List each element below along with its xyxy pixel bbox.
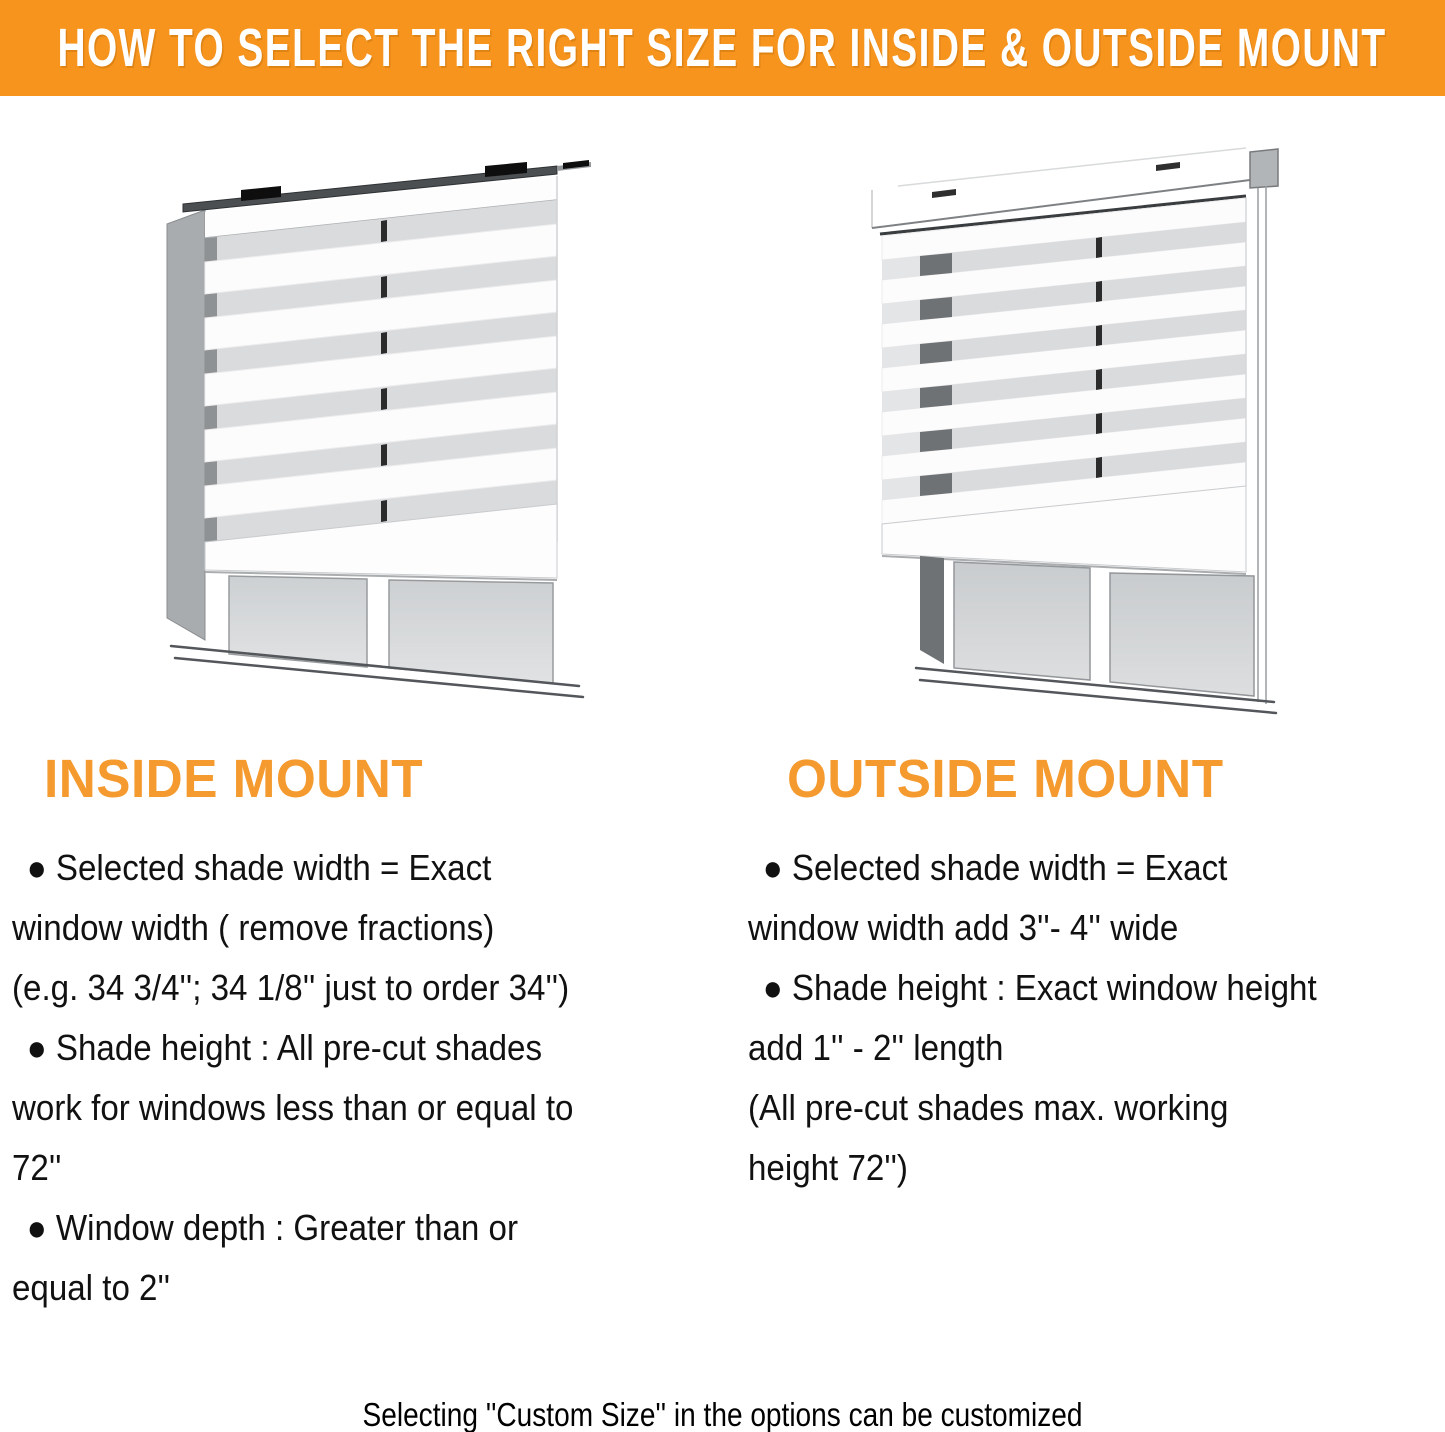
inside-mount-heading: INSIDE MOUNT xyxy=(44,749,424,809)
banner-title: HOW TO SELECT THE RIGHT SIZE FOR INSIDE & OUTSIDE MOUNT xyxy=(57,18,1388,78)
window-glass xyxy=(920,556,1254,696)
instruction-line: height 72'') xyxy=(748,1147,908,1188)
instruction-line: (e.g. 34 3/4''; 34 1/8'' just to order 34'') xyxy=(12,967,570,1008)
instruction-line: (All pre-cut shades max. working xyxy=(748,1087,1229,1128)
instruction-line: equal to 2'' xyxy=(12,1267,171,1308)
inside-mount-instructions xyxy=(12,838,724,1318)
instruction-line: ● Shade height : All pre-cut shades xyxy=(26,1027,543,1068)
banner xyxy=(0,0,1445,96)
instruction-line: work for windows less than or equal to xyxy=(12,1087,574,1128)
outside-mount-heading: OUTSIDE MOUNT xyxy=(787,749,1224,809)
footer-note: Selecting ''Custom Size'' in the options can be customized xyxy=(362,1396,1083,1432)
window-jamb xyxy=(920,556,944,664)
zebra-shade xyxy=(205,176,557,580)
instruction-line: window width ( remove fractions) xyxy=(12,907,495,948)
bracket-icon xyxy=(932,189,956,198)
instruction-line: ● Selected shade width = Exact xyxy=(26,847,492,888)
instruction-line: window width add 3''- 4'' wide xyxy=(748,907,1179,948)
wall-jamb xyxy=(167,210,205,640)
wall-corner xyxy=(1250,149,1278,188)
instruction-line: 72'' xyxy=(12,1147,62,1188)
outside-mount-illustration xyxy=(858,140,1288,720)
bracket-icon xyxy=(1156,162,1180,171)
window-frame-right xyxy=(1258,186,1266,704)
zebra-shade xyxy=(880,196,1246,574)
instruction-line: add 1'' - 2'' length xyxy=(748,1027,1004,1068)
instruction-line: ● Window depth : Greater than or xyxy=(26,1207,519,1248)
instruction-line: ● Selected shade width = Exact xyxy=(762,847,1228,888)
inside-mount-illustration xyxy=(155,140,595,720)
instruction-line: ● Shade height : Exact window height xyxy=(762,967,1317,1008)
outside-mount-instructions xyxy=(748,838,1438,1198)
